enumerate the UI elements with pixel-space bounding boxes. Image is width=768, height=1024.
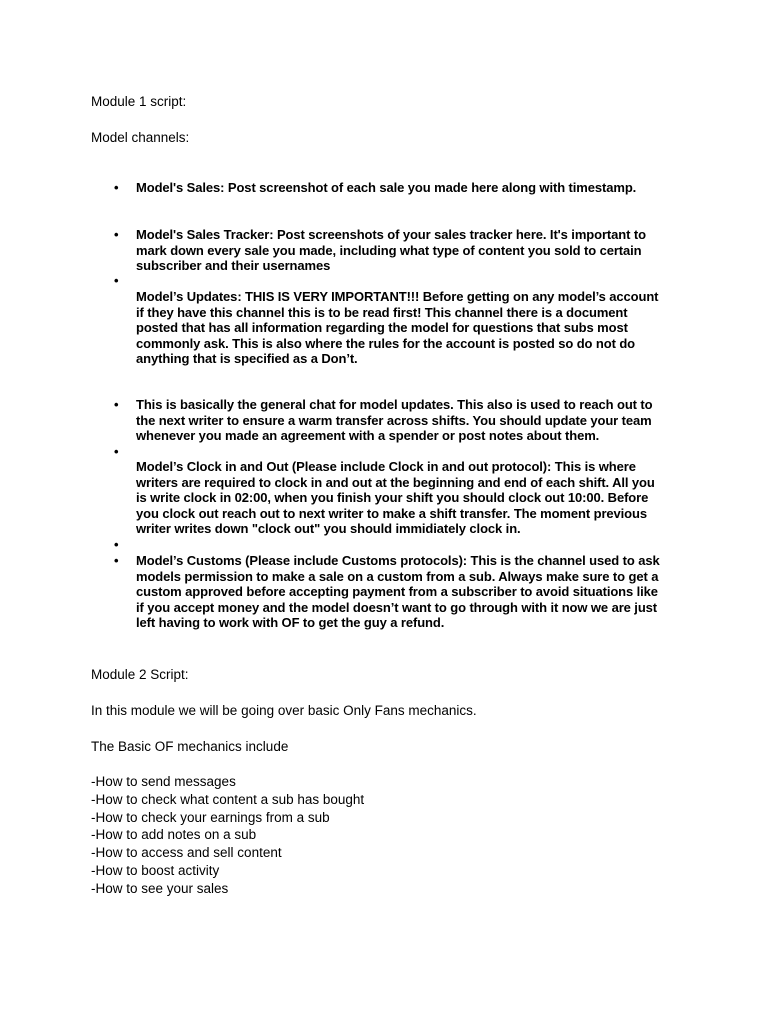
bullet-line: left having to work with OF to get the guy a refund. (136, 615, 445, 630)
bullet-glyph: • (114, 227, 119, 242)
bullet-line: models permission to make a sale on a custom from a sub. Always make sure to get a (136, 568, 659, 584)
list-item: -How to add notes on a sub (91, 827, 257, 842)
bullet-line: whenever you made an agreement with a spender or post notes about them. (136, 428, 600, 443)
bullet-glyph: • (114, 397, 119, 412)
bullet-line: Model’s Customs (Please include Customs protocols): This is the channel used to ask (136, 553, 660, 568)
bullet-glyph: • (114, 180, 119, 195)
bullet-line: Model’s Updates: THIS IS VERY IMPORTANT!!! Before getting on any model’s account (136, 289, 659, 304)
bullet-line: commonly ask. This is also where the rules for the account is posted so do not do (136, 335, 635, 351)
bullet-line: mark down every sale you made, including what type of content you sold to certain (136, 242, 642, 258)
bullet-line: This is basically the general chat for model updates. This also is used to reach out to (136, 397, 653, 412)
module-2-intro: In this module we will be going over basic Only Fans mechanics. (91, 703, 477, 718)
module-1-title: Module 1 script: (91, 94, 187, 109)
list-item: -How to check your earnings from a sub (91, 810, 330, 825)
list-item: -How to access and sell content (91, 845, 282, 860)
bullet-text (136, 459, 684, 537)
bullet-line: you clock out reach out to next writer to make a shift transfer. The moment previous (136, 505, 647, 521)
list-item: -How to send messages (91, 774, 236, 789)
bullet-line: if they have this channel this is to be read first! This channel there is a document (136, 304, 628, 320)
bullet-line: if you accept money and the model doesn’t want to go through with it now we are just (136, 599, 658, 615)
bullet-line: subscriber and their usernames (136, 258, 331, 273)
module-2-title: Module 2 Script: (91, 667, 189, 682)
bullet-text (136, 180, 684, 196)
list-item: -How to see your sales (91, 881, 229, 896)
bullet-glyph: • (114, 273, 119, 288)
bullet-line: Model’s Clock in and Out (Please include Clock in and out protocol): This is where (136, 459, 636, 474)
model-channels-heading: Model channels: (91, 130, 190, 145)
list-item: -How to check what content a sub has bought (91, 792, 365, 807)
bullet-glyph: • (114, 553, 119, 568)
bullet-line: writers are required to clock in and out at the beginning and end of each shift. All you (136, 474, 655, 490)
bullet-line: is write clock in 02:00, when you finish your shift you should clock out 10:00. Before (136, 490, 649, 505)
bullet-line: custom approved before accepting payment from a subscriber to avoid situations like (136, 584, 658, 599)
list-item: -How to boost activity (91, 863, 220, 878)
bullet-line: the next writer to ensure a warm transfer across shifts. You should update your team (136, 412, 652, 428)
bullet-text (136, 397, 684, 444)
bullet-glyph: • (114, 537, 119, 552)
bullet-glyph: • (114, 444, 119, 459)
mechanics-heading: The Basic OF mechanics include (91, 739, 289, 754)
bullet-line: writer writes down "clock out" you should immidiately clock in. (136, 521, 521, 536)
bullet-line: Model's Sales: Post screenshot of each sale you made here along with timestamp. (136, 180, 637, 195)
bullet-text (136, 553, 684, 631)
bullet-line: posted that has all information regarding the model for questions that subs most (136, 320, 628, 335)
bullet-text (136, 289, 684, 367)
bullet-line: anything that is specified as a Don’t. (136, 351, 358, 366)
bullet-line: Model's Sales Tracker: Post screenshots of your sales tracker here. It's important to (136, 227, 646, 242)
bullet-text (136, 227, 684, 274)
